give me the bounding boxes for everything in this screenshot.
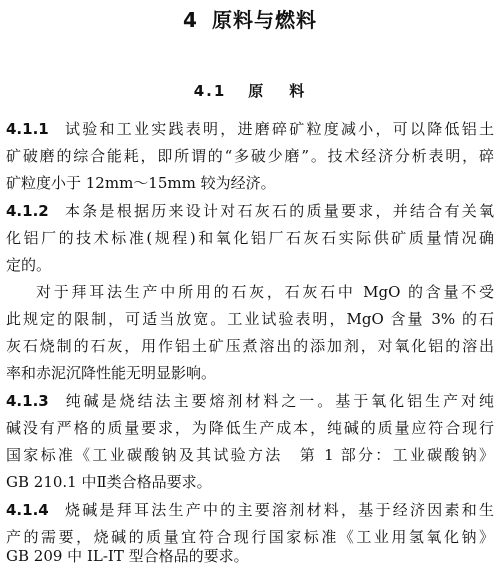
clause-text: 试验和工业实践表明，进磨碎矿粒度减小，可以降低铝土 (62, 120, 494, 138)
clause-4-1-1-line-3: 矿粒度小于 12mm～15mm 较为经济。 (6, 174, 276, 192)
paragraph-mgo-line-1: 对于拜耳法生产中所用的石灰，石灰石中 MgO 的含量不受 (36, 283, 494, 301)
clause-4-1-4-line-3: GB 209 中 IL-IT 型合格品的要求。 (6, 547, 249, 565)
section-title-part1: 原 (248, 82, 266, 100)
clause-text: 纯碱是烧结法主要熔剂材料之一。基于氧化铝生产对纯 (62, 392, 494, 410)
clause-text: 烧碱是拜耳法生产中的主要溶剂材料，基于经济因素和生 (62, 501, 494, 519)
clause-number: 4.1.2 (6, 202, 49, 220)
clause-4-1-3-line-4: GB 210.1 中Ⅱ类合格品要求。 (6, 473, 212, 491)
clause-4-1-1-line-1 (6, 119, 494, 139)
clause-text: 本条是根据历来设计对石灰石的质量要求，并结合有关氧 (62, 202, 494, 220)
clause-4-1-3-line-2: 碱没有严格的质量要求，为降低生产成本，纯碱的质量应符合现行 (6, 419, 494, 437)
clause-number: 4.1.4 (6, 501, 49, 519)
clause-4-1-2-line-2: 化铝厂的技术标准(规程)和氧化铝厂石灰石实际供矿质量情况确 (6, 229, 494, 247)
section-title-part2: 料 (289, 82, 307, 100)
clause-4-1-1-line-2: 矿破磨的综合能耗，即所谓的“多破少磨”。技术经济分析表明，碎 (6, 147, 494, 165)
chapter-number: 4 (183, 8, 198, 32)
clause-4-1-3-line-1 (6, 391, 494, 411)
clause-4-1-4-line-1 (6, 500, 494, 520)
clause-4-1-2-line-3: 定的。 (6, 256, 52, 274)
clause-number: 4.1.1 (6, 120, 49, 138)
paragraph-mgo-line-2: 此规定的限制，可适当放宽。工业试验表明，MgO 含量 3% 的石 (6, 310, 494, 328)
clause-4-1-3-line-3: 国家标准《工业碳酸钠及其试验方法 第 1 部分：工业碳酸钠》 (6, 446, 494, 464)
paragraph-mgo-line-4: 率和赤泥沉降性能无明显影响。 (6, 364, 217, 382)
clause-4-1-2-line-1 (6, 201, 494, 221)
clause-4-1-4-line-2: 产的需要，烧碱的质量宜符合现行国家标准《工业用氢氧化钠》 (6, 528, 494, 546)
chapter-title-text: 原料与燃料 (211, 8, 317, 32)
clause-number: 4.1.3 (6, 392, 49, 410)
paragraph-mgo-line-3: 灰石烧制的石灰，用作铝土矿压煮溶出的添加剂，对氧化铝的溶出 (6, 337, 494, 355)
chapter-heading (0, 4, 500, 33)
section-heading (0, 80, 500, 101)
section-number: 4.1 (193, 82, 227, 100)
